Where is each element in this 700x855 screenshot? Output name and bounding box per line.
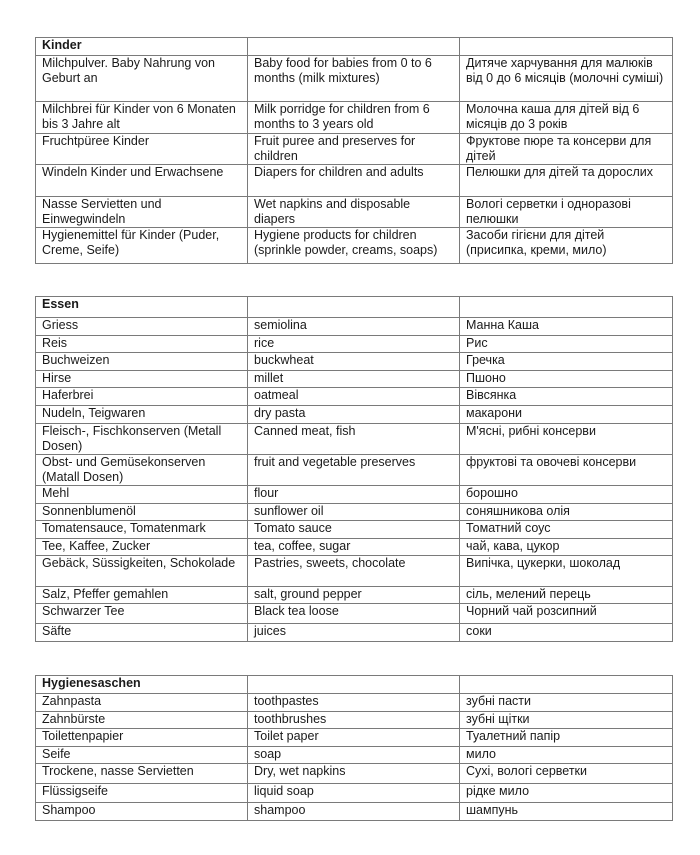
ukrainian-cell: Вівсянка [460,388,673,406]
ukrainian-cell: Дитяче харчування для малюків від 0 до 6 місяців (молочні суміші) [460,56,673,102]
table-row [36,587,673,604]
german-cell: Nudeln, Teigwaren [36,406,248,424]
german-cell: Zahnpasta [36,694,248,712]
empty-cell [248,676,460,694]
ukrainian-cell: зубні пасти [460,694,673,712]
table-row [36,228,673,264]
ukrainian-cell: мило [460,747,673,764]
ukrainian-cell: Фруктове пюре та консерви для дітей [460,134,673,165]
table-row [36,624,673,642]
ukrainian-cell: борошно [460,486,673,504]
ukrainian-cell: сіль, мелений перець [460,587,673,604]
table-row [36,424,673,455]
ukrainian-cell: Засоби гігієни для дітей (присипка, креми, мило) [460,228,673,264]
german-cell: Tee, Kaffee, Zucker [36,539,248,556]
german-cell: Salz, Pfeffer gemahlen [36,587,248,604]
german-cell: Obst- und Gemüsekonserven (Matall Dosen) [36,455,248,486]
ukrainian-cell: Рис [460,336,673,353]
table-row [36,102,673,134]
ukrainian-cell: шампунь [460,803,673,821]
table-row [36,388,673,406]
ukrainian-cell: Туалетний папір [460,729,673,747]
english-cell: sunflower oil [248,504,460,521]
table-row [36,539,673,556]
table-row [36,556,673,587]
section-header-row [36,38,673,56]
german-cell: Milchbrei für Kinder von 6 Monaten bis 3 Jahre alt [36,102,248,134]
ukrainian-cell: Пшоно [460,371,673,388]
english-cell: dry pasta [248,406,460,424]
table-row [36,406,673,424]
kinder-table [35,37,673,264]
table-row [36,712,673,729]
ukrainian-cell: Вологі серветки і одноразові пелюшки [460,197,673,228]
english-cell: Diapers for children and adults [248,165,460,197]
empty-cell [460,297,673,318]
section-header-row [36,297,673,318]
english-cell: oatmeal [248,388,460,406]
section-title: Essen [36,297,248,318]
german-cell: Shampoo [36,803,248,821]
english-cell: Hygiene products for children (sprinkle powder, creams, soaps) [248,228,460,264]
german-cell: Säfte [36,624,248,642]
german-cell: Hirse [36,371,248,388]
german-cell: Haferbrei [36,388,248,406]
table-row [36,764,673,784]
german-cell: Zahnbürste [36,712,248,729]
english-cell: Baby food for babies from 0 to 6 months (milk mixtures) [248,56,460,102]
ukrainian-cell: Молочна каша для дітей від 6 місяців до 3 років [460,102,673,134]
english-cell: tea, coffee, sugar [248,539,460,556]
ukrainian-cell: Випічка, цукерки, шоколад [460,556,673,587]
german-cell: Milchpulver. Baby Nahrung von Geburt an [36,56,248,102]
section-header-row [36,676,673,694]
table-row [36,165,673,197]
english-cell: Dry, wet napkins [248,764,460,784]
essen-table [35,296,673,642]
english-cell: soap [248,747,460,764]
ukrainian-cell: Пелюшки для дітей та дорослих [460,165,673,197]
ukrainian-cell: Томатний соус [460,521,673,539]
english-cell: Wet napkins and disposable diapers [248,197,460,228]
german-cell: Trockene, nasse Servietten [36,764,248,784]
empty-cell [248,38,460,56]
table-row [36,694,673,712]
ukrainian-cell: чай, кава, цукор [460,539,673,556]
empty-cell [460,38,673,56]
english-cell: liquid soap [248,784,460,803]
ukrainian-cell: Сухі, вологі серветки [460,764,673,784]
table-row [36,486,673,504]
table-row [36,353,673,371]
german-cell: Mehl [36,486,248,504]
english-cell: Black tea loose [248,604,460,624]
empty-cell [460,676,673,694]
english-cell: toothpastes [248,694,460,712]
german-cell: Toilettenpapier [36,729,248,747]
ukrainian-cell: Гречка [460,353,673,371]
table-row [36,318,673,336]
german-cell: Hygienemittel für Kinder (Puder, Creme, Seife) [36,228,248,264]
english-cell: millet [248,371,460,388]
table-row [36,729,673,747]
english-cell: fruit and vegetable preserves [248,455,460,486]
table-row [36,521,673,539]
english-cell: juices [248,624,460,642]
ukrainian-cell: Чорний чай розсипний [460,604,673,624]
english-cell: shampoo [248,803,460,821]
german-cell: Flüssigseife [36,784,248,803]
german-cell: Tomatensauce, Tomatenmark [36,521,248,539]
table-row [36,504,673,521]
german-cell: Griess [36,318,248,336]
ukrainian-cell: соняшникова олія [460,504,673,521]
table-row [36,197,673,228]
german-cell: Fleisch-, Fischkonserven (Metall Dosen) [36,424,248,455]
english-cell: Tomato sauce [248,521,460,539]
table-row [36,371,673,388]
german-cell: Schwarzer Tee [36,604,248,624]
table-row [36,784,673,803]
english-cell: Milk porridge for children from 6 months to 3 years old [248,102,460,134]
table-row [36,134,673,165]
ukrainian-cell: М'ясні, рибні консерви [460,424,673,455]
ukrainian-cell: макарони [460,406,673,424]
section-title: Hygienesaschen [36,676,248,694]
english-cell: Fruit puree and preserves for children [248,134,460,165]
german-cell: Reis [36,336,248,353]
hygiene-table [35,675,673,821]
ukrainian-cell: соки [460,624,673,642]
table-row [36,747,673,764]
table-row [36,336,673,353]
english-cell: toothbrushes [248,712,460,729]
table-row [36,455,673,486]
german-cell: Buchweizen [36,353,248,371]
english-cell: flour [248,486,460,504]
english-cell: Canned meat, fish [248,424,460,455]
german-cell: Nasse Servietten und Einwegwindeln [36,197,248,228]
table-row [36,604,673,624]
german-cell: Gebäck, Süssigkeiten, Schokolade [36,556,248,587]
german-cell: Fruchtpüree Kinder [36,134,248,165]
german-cell: Sonnenblumenöl [36,504,248,521]
german-cell: Seife [36,747,248,764]
section-title: Kinder [36,38,248,56]
english-cell: rice [248,336,460,353]
german-cell: Windeln Kinder und Erwachsene [36,165,248,197]
english-cell: salt, ground pepper [248,587,460,604]
table-row [36,56,673,102]
ukrainian-cell: Манна Каша [460,318,673,336]
english-cell: Pastries, sweets, chocolate [248,556,460,587]
ukrainian-cell: фруктові та овочеві консерви [460,455,673,486]
empty-cell [248,297,460,318]
ukrainian-cell: зубні щітки [460,712,673,729]
english-cell: buckwheat [248,353,460,371]
english-cell: Toilet paper [248,729,460,747]
ukrainian-cell: рідке мило [460,784,673,803]
english-cell: semiolina [248,318,460,336]
table-row [36,803,673,821]
